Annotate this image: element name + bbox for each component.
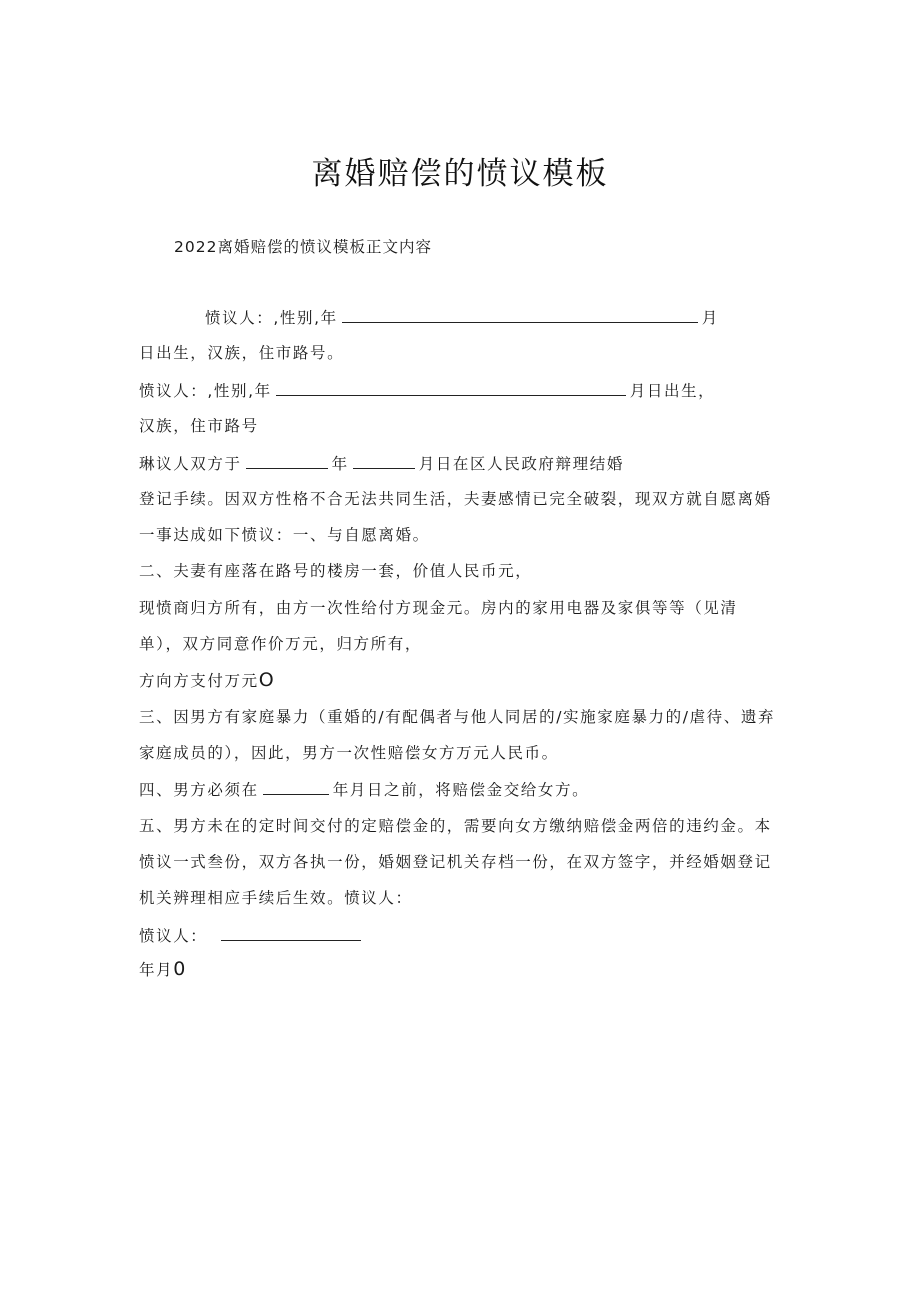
paragraph-line: 机关辨理相应手续后生效。愤议人： xyxy=(139,889,413,907)
paragraph-line: 愤议一式叁份，双方各执一份，婚姻登记机关存档一份，在双方签字，并经婚姻登记 xyxy=(139,853,772,871)
line-text: 愤议人：,性别,年 xyxy=(139,382,272,400)
paragraph-line xyxy=(139,669,274,692)
fill-in-blank xyxy=(276,379,626,396)
line-text: O xyxy=(258,669,274,691)
paragraph-line: 汉族，住市路号 xyxy=(139,417,259,435)
line-text: 年 xyxy=(331,455,349,473)
paragraph-line: 五、男方未在的定时间交付的定赔偿金的，需要向女方缴纳赔偿金两倍的违约金。本 xyxy=(139,817,772,835)
signature-line xyxy=(139,924,365,947)
line-text: 月日在区人民政府辩理结婚 xyxy=(418,455,624,473)
paragraph-line xyxy=(139,452,624,475)
date-line xyxy=(139,958,185,981)
paragraph-line: 登记手续。因双方性格不合无法共同生活，夫妻感情已完全破裂，现双方就自愿离婚 xyxy=(139,490,772,508)
document-title: 离婚赔偿的愤议模板 xyxy=(311,156,609,192)
line-text: 愤议人：,性别,年 xyxy=(205,309,338,327)
fill-in-blank xyxy=(263,778,329,795)
fill-in-blank xyxy=(246,452,328,469)
line-text: 愤议人： xyxy=(139,927,208,945)
paragraph-line: 二、夫妻有座落在路号的楼房一套，价值人民币元， xyxy=(139,562,533,580)
paragraph-line xyxy=(139,379,715,402)
line-text: 月 xyxy=(701,309,719,327)
document-subtitle: 2022离婚赔偿的愤议模板正文内容 xyxy=(174,238,432,256)
signature-blank xyxy=(221,924,361,941)
line-text: 方向方支付万元 xyxy=(139,672,259,690)
line-text: 琳议人双方于 xyxy=(139,455,242,473)
paragraph-line: 单），双方同意作价万元，归方所有， xyxy=(139,635,422,653)
fill-in-blank xyxy=(353,452,415,469)
line-text: 0 xyxy=(173,958,186,980)
paragraph-line: 现愤商归方所有，由方一次性给付方现金元。房内的家用电器及家俱等等（见清 xyxy=(139,599,738,617)
paragraph-line: 一事达成如下愤议：一、与自愿离婚。 xyxy=(139,526,430,544)
line-text: 四、男方必须在 xyxy=(139,781,259,799)
paragraph-line: 家庭成员的），因此，男方一次性赔偿女方万元人民币。 xyxy=(139,744,559,762)
paragraph-line: 日出生，汉族，住市路号。 xyxy=(139,344,345,362)
line-text: 月日出生， xyxy=(629,382,716,400)
fill-in-blank xyxy=(342,306,698,323)
paragraph-line: 三、因男方有家庭暴力（重婚的/有配偶者与他人同居的/实施家庭暴力的/虐待、遗弃 xyxy=(139,708,776,726)
paragraph-line xyxy=(205,306,719,329)
line-text: 年月 xyxy=(139,961,174,979)
line-text: 年月日之前，将赔偿金交给女方。 xyxy=(332,781,590,799)
paragraph-line xyxy=(139,778,589,801)
